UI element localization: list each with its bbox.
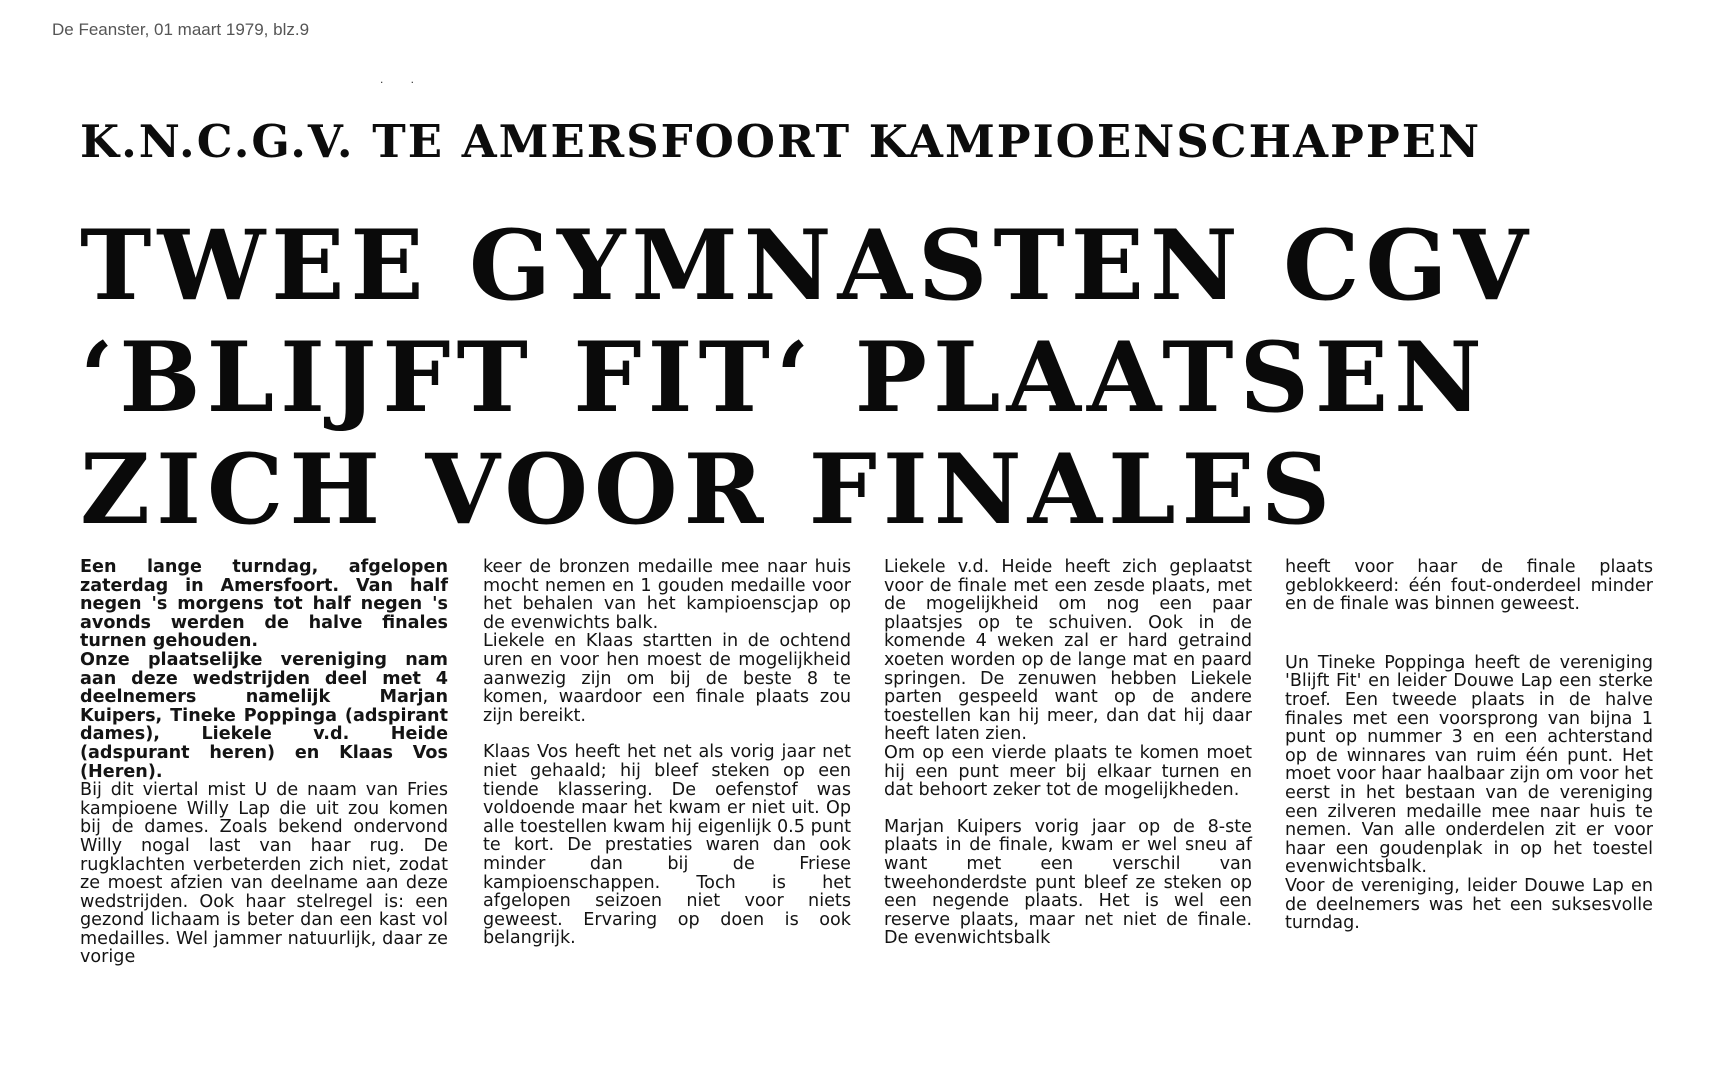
article-column-2 <box>483 558 851 948</box>
article-column-3 <box>884 558 1252 948</box>
body-paragraph: Liekele en Klaas startten in de ochtend uren en voor hen moest de mogelijkheid aanwezig zijn om bij de beste 8 te komen, waardoor een finale plaats zou zijn bereikt. <box>483 631 851 726</box>
scan-specks: . . <box>380 72 427 86</box>
headline-line-2: ‘BLIJFT FIT‘ PLAATSEN <box>80 321 1488 434</box>
participants-paragraph: Onze plaatselijke vereniging nam aan deze wedstrijden deel met 4 deelnemers namelijk Marjan Kuipers, Tineke Poppinga (adspirant dames), Liekele v.d. Heide (adspurant heren) en Klaas Vos (Heren). <box>80 649 448 782</box>
kicker-headline: K.N.C.G.V. TE AMERSFOORT KAMPIOENSCHAPPEN <box>80 115 1482 168</box>
body-paragraph: Om op een vierde plaats te komen moet hij een punt meer bij elkaar turnen en dat behoort zeker tot de mogelijkheden. <box>884 742 1252 801</box>
headline-line-1: TWEE GYMNASTEN CGV <box>80 209 1535 322</box>
page-caption: De Feanster, 01 maart 1979, blz.9 <box>52 20 310 39</box>
main-headline <box>80 210 1640 546</box>
body-paragraph: Voor de vereniging, leider Douwe Lap en de deelnemers was het een suksesvolle turndag. <box>1285 875 1653 934</box>
body-paragraph: Bij dit viertal mist U de naam van Fries kampioene Willy Lap die uit zou komen bij de dames. Zoals bekend ondervond Willy nogal last van haar rug. De rugklachten verbeterden zich niet, zodat ze moest afzien van deelname aan deze wedstrijden. Ook haar stelregel is: een gezond lichaam is beter dan een kast vol medailles. Wel jammer natuurlijk, daar ze vorige <box>80 780 448 968</box>
body-paragraph: Klaas Vos heeft het net als vorig jaar net niet gehaald; hij bleef steken op een tiende klassering. De oefenstof was voldoende maar het kwam er niet uit. Op alle toestellen kwam hij eigenlijk 0.5 punt te kort. De prestaties waren dan ook minder dan bij de Friese kampioenschappen. Toch is het afgelopen seizoen niet voor niets geweest. Ervaring op doen is ook belangrijk. <box>483 742 851 949</box>
article-column-4 <box>1285 558 1653 933</box>
body-paragraph: heeft voor haar de finale plaats geblokkeerd: één fout-onderdeel minder en de finale was binnen geweest. <box>1285 557 1653 615</box>
body-paragraph: Marjan Kuipers vorig jaar op de 8-ste plaats in de finale, kwam er wel sneu af want met een verschil van tweehonderdste punt bleef ze steken op een negende plaats. Het is wel een reserve plaats, maar net niet de finale. De evenwichtsbalk <box>884 816 1252 949</box>
body-paragraph: keer de bronzen medaille mee naar huis mocht nemen en 1 gouden medaille voor het behalen van het kampioenscjap op de evenwichts balk. <box>483 557 851 633</box>
headline-line-3: ZICH VOOR FINALES <box>80 433 1337 546</box>
intro-paragraph: Een lange turndag, afgelopen zaterdag in Amersfoort. Van half negen 's morgens tot half negen 's avonds werden de halve finales turnen gehouden. <box>80 557 448 652</box>
body-paragraph: Un Tineke Poppinga heeft de vereniging 'Blijft Fit' en leider Douwe Lap een sterke troef. Een tweede plaats in de halve finales met een voorsprong van bijna 1 punt op nummer 3 en een achterstand op de winnares van ruim één punt. Het moet voor haar haalbaar zijn om voor het eerst in het bestaan van de vereniging een zilveren medaille mee naar huis te nemen. Van alle onderdelen zit er voor haar een goudenplak in op het toestel evenwichtsbalk. <box>1285 652 1653 878</box>
article-column-1 <box>80 558 448 967</box>
body-paragraph: Liekele v.d. Heide heeft zich geplaatst voor de finale met een zesde plaats, met de mogelijkheid om nog een paar plaatsjes op te schuiven. Ook in de komende 4 weken zal er hard getraind xoeten worden op de lange mat en paard springen. De zenuwen hebben Liekele parten gespeeld want op de andere toestellen kan hij meer, dan dat hij daar heeft laten zien. <box>884 557 1252 745</box>
